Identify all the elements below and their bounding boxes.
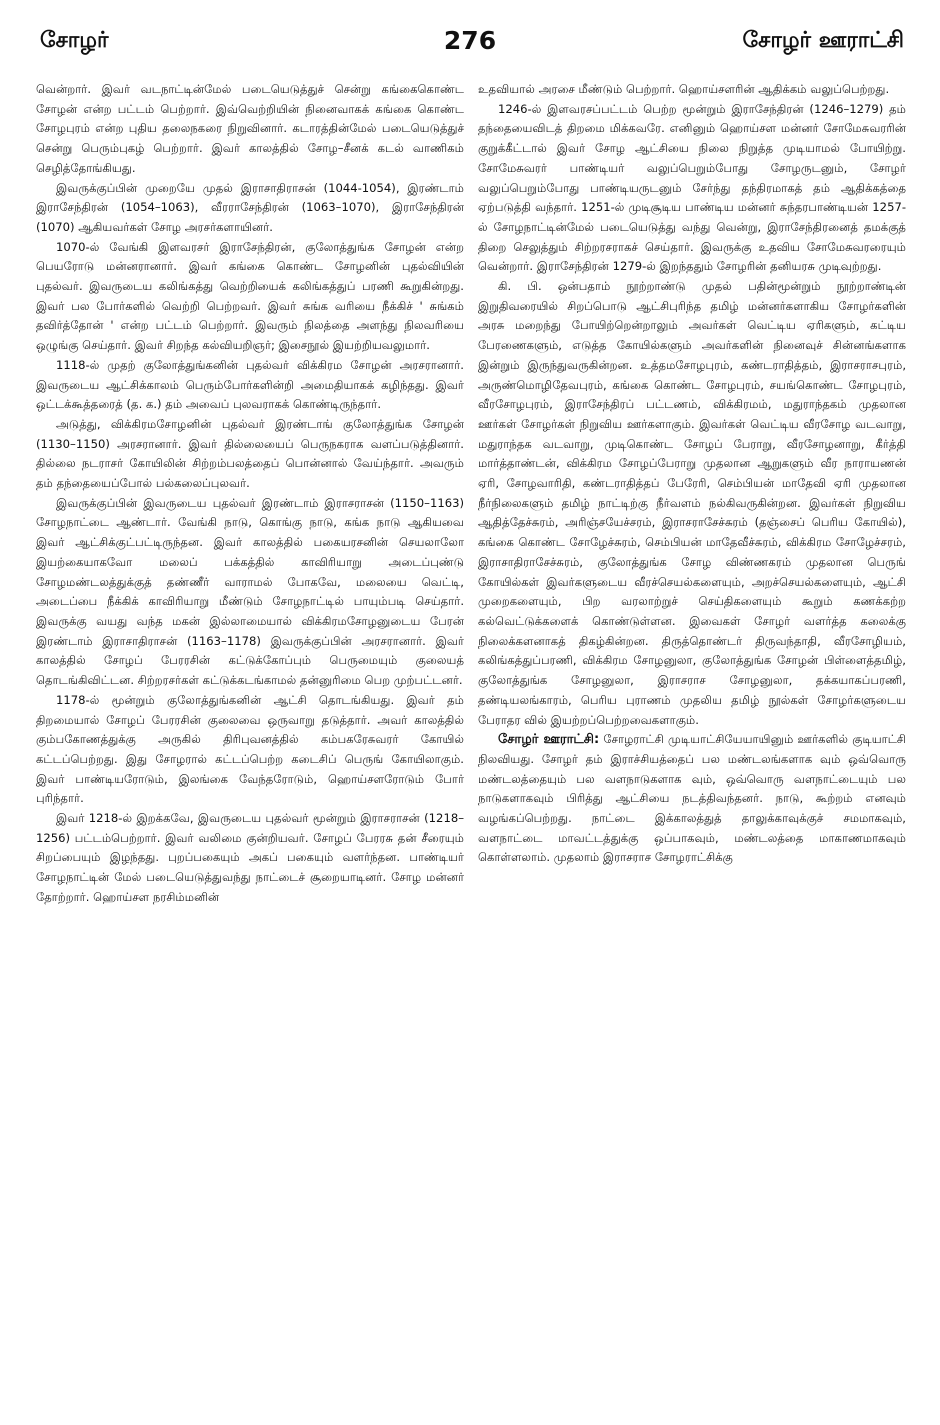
paragraph: 1118-ல் முதற் குலோத்துங்கனின் புதல்வர் விக்கிரம சோழன் அரசரானார். இவருடைய ஆட்சிக்காலம் பெரும்போர்களின்றி அமைதியாகக் கழிந்தது. இவர் ஒட்டக்கூத்தரைத் (த. க.) தம் அவைப் புலவராகக் கொண்டிருந்தார்.: [36, 357, 464, 412]
paragraph: 1070-ல் வேங்கி இளவரசர் இராசேந்திரன், குலோத்துங்க சோழன் என்ற பெயரோடு மன்னரானார். இவர் கங்கை கொண்ட சோழனின் புதல்வியின் புதல்வர். இவருடைய கலிங்கத்து வெற்றியைக் கலிங்கத்துப் பரணி கூறுகின்றது. இவர் பல போர்களில் வெற்றி பெற்றவர். இவர் சுங்க வரியை நீக்கிச் ' சுங்கம் தவிர்த்தோன் ' என்ற பட்டம் பெற்றார். இவரும் நிலத்தை அளந்து நிலவரியை ஒழுங்கு செய்தார். இவர் சிறந்த கல்வியறிஞர்; இசைநூல் இயற்றியவலுமார்.: [36, 239, 464, 353]
paragraph: கி. பி. ஒன்பதாம் நூற்றாண்டு முதல் பதின்மூன்றும் நூற்றாண்டின் இறுதிவரையில் சிறப்பொடு ஆட்சிபுரிந்த தமிழ் மன்னர்களாகிய சோழர்களின் அரசு மறைந்து போயிற்றென்றாலும் அவர்கள் வெட்டிய ஏரிகளும், கட்டிய பேரணைகளும், எடுத்த கோயில்களும் அவர்களின் நினைவுச் சின்னங்களாக இன்றும் இருந்துவருகின்றன. உத்தமசோழபுரம், கண்டராதித்தம், இராசராசபுரம், அருண்மொழிதேவபுரம், கங்கை கொண்ட சோழபுரம், சயங்கொண்ட சோழபுரம், வீரசோழபுரம், இராசேந்திரப் பட்டணம், விக்கிரமம், மதுராந்தகம் முதலான ஊர்கள் சோழர்கள் நிறுவிய ஊர்களாகும். இவர்கள் வெட்டிய வீரசோழ வடவாறு, மதுராந்தக வடவாறு, முடிகொண்ட சோழப் பேராறு, வீரசோழனாறு, கீர்த்தி மார்த்தாண்டன், விக்கிரம சோழப்பேராறு முதலான ஆறுகளும் வீர நாராயணன் ஏரி, சோழவாரிதி, கண்டராதித்தப் பேரேரி, செம்பியன் மாதேவி ஏரி முதலான நீர்நிலைகளும் தமிழ் நாட்டிற்கு நீர்வளம் நல்கிவருகின்றன. இவர்கள் நிறுவிய ஆதித்தேச்சுரம், அரிஞ்சயேச்சரம், இராசராசேச்சுரம் (தஞ்சைப் பெரிய கோயில்), கங்கை கொண்ட சோழேச்சுரம், செம்பியன் மாதேவீச்சுரம், விக்கிரம சோழேச்சரம், இராசாதிராசேச்சுரம், குலோத்துங்க சோழ விண்ணகரம் முதலான பெருங் கோயில்கள் இவர்களுடைய வீரச்செயல்களையும், அறச்செயல்களையும், ஆட்சி முறைகளையும், பிற வரலாற்றுச் செய்திகளையும் கூறும் கணக்கற்ற கல்வெட்டுக்களைக் கொண்டுள்ளன. இவைகள் சோழர் வளர்த்த கலைக்கு நிலைக்களனாகத் திகழ்கின்றன. திருத்தொண்டர் திருவந்தாதி, வீரசோழியம், கலிங்கத்துப்பரணி, விக்கிரம சோழனுலா, குலோத்துங்க சோழன் பிள்ளைத்தமிழ், குலோத்துங்க சோழனுலா, இராசராச சோழனுலா, தக்கயாகப்பரணி, தண்டியலங்காரம், பெரிய புராணம் முதலிய தமிழ் நூல்கள் சோழர்களுடைய பேராதர வில் இயற்றப்பெற்றவைகளாகும்.: [478, 279, 906, 727]
paragraph: 1178-ல் மூன்றும் குலோத்துங்கனின் ஆட்சி தொடங்கியது. இவர் தம் திறமையால் சோழப் பேரரசின் குலைவை ஒருவாறு தடுத்தார். அவர் காலத்தில் கும்பகோணத்துக்கு அருகில் திரிபுவனத்தில் கம்பகரேசுவரர் கோயில் கட்டப்பெற்றது. இது சோழரால் கட்டப்பெற்ற கடைசிப் பெருங் கோயிலாகும். இவர் பாண்டியரோடும், இலங்கை வேந்தரோடும், ஹொய்சளரோடும் போர் புரிந்தார்.: [36, 692, 464, 806]
paragraph: உதவியால் அரசை மீண்டும் பெற்றார். ஹொய்சளரின் ஆதிக்கம் வலுப்பெற்றது.: [478, 82, 890, 96]
paragraph: இவருக்குப்பின் முறையே முதல் இராசாதிராசன் (1044-1054), இரண்டாம் இராசேந்திரன் (1054–1063), வீரராசேந்திரன் (1063–1070), இராசேந்திரன் (1070) ஆகியவர்கள் சோழ அரசர்களாயினர்.: [36, 180, 464, 234]
entry-text: சோழராட்சி முடியாட்சியேயாயினும் ஊர்களில் குடியாட்சி நிலவியது. சோழர் தம் இராச்சியத்தைப் பல மண்டலங்களாக வும் ஒவ்வொரு மண்டலத்தையும் பல வளநாடுகளாக வும், ஒவ்வொரு வளநாட்டையும் பல நாடுகளாகவும் பிரித்து ஆட்சியை நடத்திவந்தனர். நாடு, கூற்றம் எனவும் வழங்கப்பெற்றது. நாட்டை இக்காலத்துத் தாலுக்காவுக்குச் சமமாகவும், வளநாட்டை மாவட்டத்துக்கு ஒப்பாகவும், மண்டலத்தை மாகாணமாகவும் கொள்ளலாம். முதலாம் இராசராச சோழராட்சிக்கு: [478, 732, 907, 865]
page-number: 276: [443, 26, 497, 55]
entry-paragraph: [478, 730, 906, 868]
running-head-right: சோழர் ஊராட்சி: [742, 28, 904, 53]
paragraph: 1246-ல் இளவரசப்பட்டம் பெற்ற மூன்றும் இராசேந்திரன் (1246–1279) தம் தந்தையைவிடத் திறமை மிக்கவரே. எனினும் ஹொய்சள மன்னர் சோமேசுவரரின் குறுக்கீட்டால் இவர் சோழ ஆட்சியை நிலை நிறுத்த முடியாமல் போயிற்று. சோமேசுவரர் பாண்டியர் வலுப்பெறும்போது சோழருடனும், சோழர் வலுப்பெறும்போது பாண்டியருடனும் சேர்ந்து தந்திரமாகத் தம் ஆதிக்கத்தை ஏற்படுத்தி வந்தார். 1251-ல் முடிசூடிய பாண்டிய மன்னர் சுந்தரபாண்டியன் 1257-ல் சோழநாட்டின்மேல் படையெடுத்து வந்து வென்று, இராசேந்திரனைத் தமக்குத் திறை செலுத்தும் சிற்றரசராகச் செய்தார். இவருக்கு உதவிய சோமேசுவரரையும் வென்றார். இராசேந்திரன் 1279-ல் இறந்ததும் சோழரின் தனியரசு முடிவுற்றது.: [478, 101, 906, 274]
running-head-left: சோழர்: [40, 28, 109, 53]
paragraph: இவர் 1218-ல் இறக்கவே, இவருடைய புதல்வர் மூன்றும் இராசராசன் (1218–1256) பட்டம்பெற்றார். இவர் வலிமை குன்றியவர். சோழப் பேரரசு தன் சீரையும் சிறப்பையும் இழந்தது. புறப்பகையும் அகப் பகையும் வளர்ந்தன. பாண்டியர் சோழநாட்டின் மேல் படையெடுத்துவந்து நாட்டைச் சூறையாடினர். சோழ மன்னர் தோற்றார். ஹொய்சள நரசிம்மனின்: [36, 811, 464, 904]
paragraph: அடுத்து, விக்கிரமசோழனின் புதல்வர் இரண்டாங் குலோத்துங்க சோழன் (1130–1150) அரசரானார். இவர் தில்லையைப் பெருநகராக வளப்படுத்தினார். தில்லை நடராசர் கோயிலின் சிற்றம்பலத்தைப் பொன்னால் வேய்ந்தார். அவரும் தம் தந்தையைப்போல் பல்கலைப்புலவர்.: [36, 416, 464, 491]
left-column: [36, 80, 464, 908]
paragraph: வென்றார். இவர் வடநாட்டின்மேல் படையெடுத்துச் சென்று கங்கைகொண்ட சோழன் என்ற பட்டம் பெற்றார். இவ்வெற்றியின் நினைவாகக் கங்கை கொண்ட சோழபுரம் என்ற புதிய தலைநகரை நிறுவினார். கடாரத்தின்மேல் படையெடுத்துச் சென்று பெரும்புகழ் பெற்றார். இவர் காலத்தில் சோழ–சீனக் கடல் வாணிகம் செழித்தோங்கியது.: [36, 82, 464, 175]
entry-title: சோழர் ஊராட்சி:: [498, 732, 600, 748]
paragraph: இவருக்குப்பின் இவருடைய புதல்வர் இரண்டாம் இராசராசன் (1150–1163) சோழநாட்டை ஆண்டார். வேங்கி நாடு, கொங்கு நாடு, கங்க நாடு ஆகியவை இவர் ஆட்சிக்குட்பட்டிருந்தன. இவர் காலத்தில் பகையரசனின் செயலாலோ இயற்கையாகவோ மலைப் பக்கத்தில் காவிரியாறு அடைப்புண்டு சோழமண்டலத்துக்குத் தண்ணீர் வாராமல் போகவே, மலையை வெட்டி, அடைப்பை நீக்கிக் காவிரியாறு மீண்டும் சோழநாட்டில் பாயும்படி செய்தார். இவருக்கு வயது வந்த மகன் இல்லாமையால் விக்கிரமசோழனுடைய பேரன் இரண்டாம் இராசாதிராசன் (1163–1178) இவருக்குப்பின் அரசரானார். இவர் காலத்தில் சோழப் பேரரசின் கட்டுக்கோப்பும் பெருமையும் குலையத் தொடங்கிவிட்டன. சிற்றரசர்கள் கட்டுக்கடங்காமல் தன்னுரிமை பெற முற்பட்டனர்.: [36, 495, 464, 688]
right-column: [478, 80, 906, 868]
